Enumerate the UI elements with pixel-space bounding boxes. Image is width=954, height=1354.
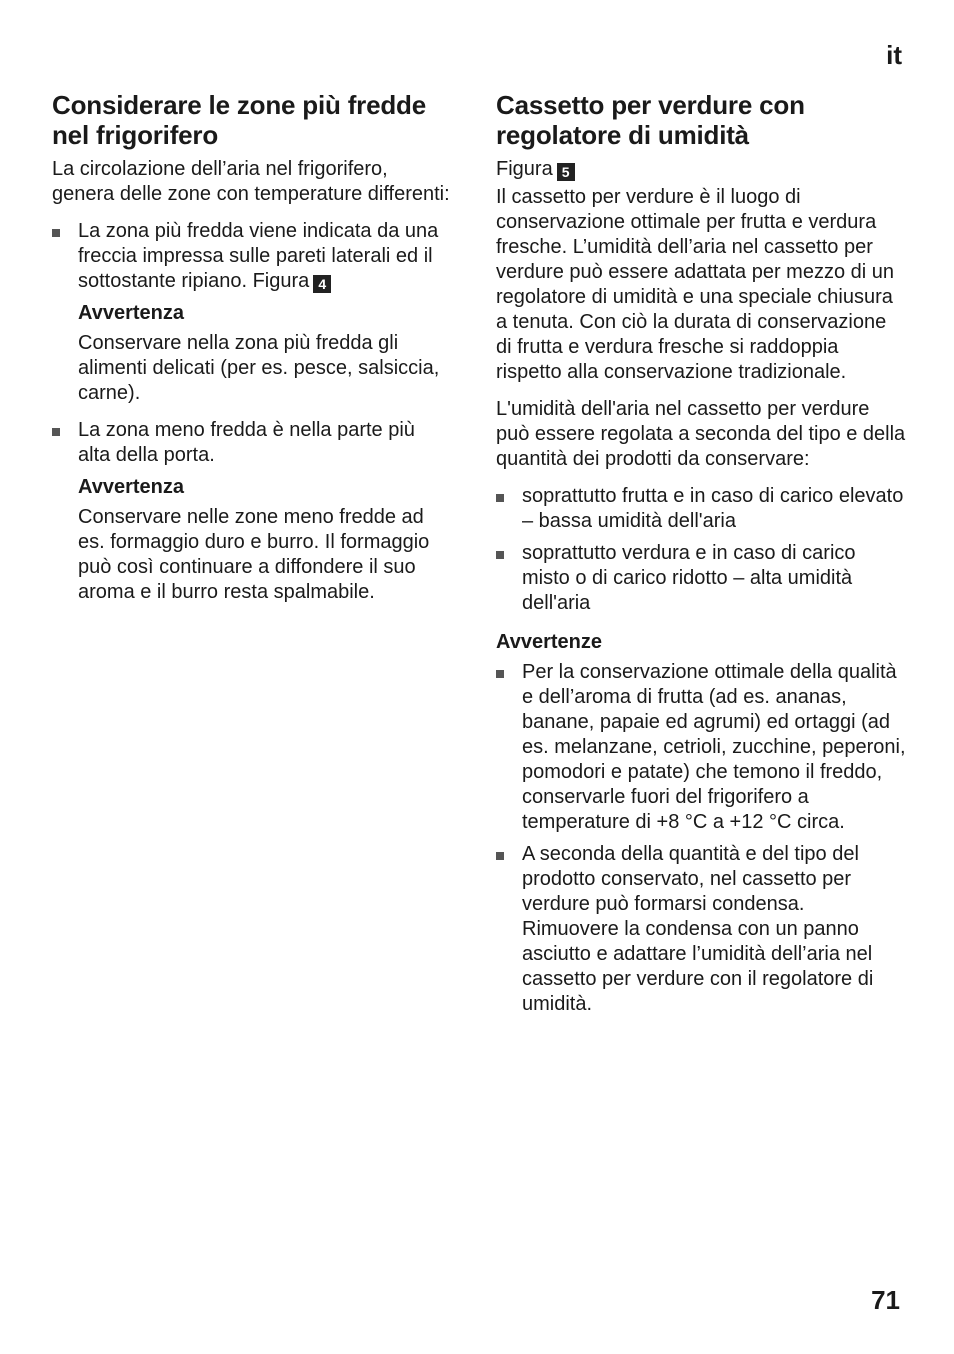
list-item-text: La zona più fredda viene indicata da una freccia impressa sulle pareti laterali ed il sottostante ripiano.: [78, 220, 439, 292]
notes-title: Avvertenze: [496, 631, 602, 653]
language-label: it: [886, 40, 902, 70]
square-bullet-icon: [496, 670, 504, 678]
figure-number-badge: 5: [557, 163, 575, 181]
square-bullet-icon: [52, 428, 60, 436]
cold-zones-list: [52, 219, 452, 294]
page-number: 71: [871, 1285, 900, 1315]
list-item: [496, 842, 906, 1017]
note-text: Conservare nella zona più fredda gli alimenti delicati (per es. pesce, salsiccia, carne).: [78, 332, 440, 404]
section-title-vegetable-drawer: Cassetto per verdure con regolatore di umidità: [496, 90, 805, 150]
cold-zones-list-2: [52, 418, 452, 468]
square-bullet-icon: [52, 229, 60, 237]
note-block: [52, 475, 452, 605]
list-item: [52, 418, 452, 468]
note-text: Conservare nelle zone meno fredde ad es. formaggio duro e burro. Il formaggio può così continuare a diffondere il suo aroma e il burro resta spalmabile.: [78, 506, 430, 603]
figure-number-badge: 4: [313, 275, 331, 293]
list-item: [496, 541, 906, 616]
list-item: [496, 660, 906, 835]
square-bullet-icon: [496, 494, 504, 502]
note-title: Avvertenza: [78, 476, 184, 498]
notes-list: [496, 660, 906, 1017]
note-title: Avvertenza: [78, 302, 184, 324]
list-item-text: A seconda della quantità e del tipo del prodotto conservato, nel cassetto per verdure può formarsi condensa. Rimuovere la condensa con un panno asciutto e adattare l’umidità dell’aria nel cassetto per verdure con il regolatore di umidità.: [522, 843, 874, 1015]
left-column: [52, 90, 452, 617]
list-item-text: Per la conservazione ottimale della qualità e dell’aroma di frutta (ad es. ananas, banane, papaie ed agrumi) ed ortaggi (ad es. melanzane, cetrioli, zucchine, peperoni, pomodori e patate) che temono il freddo, conservarle fuori del frigorifero a temperature di +8 °C a +12 °C circa.: [522, 661, 906, 833]
list-item-text: soprattutto frutta e in caso di carico elevato – bassa umidità dell'aria: [522, 485, 904, 532]
square-bullet-icon: [496, 551, 504, 559]
list-item: [52, 219, 452, 294]
note-block: [52, 301, 452, 406]
square-bullet-icon: [496, 852, 504, 860]
figure-reference: [496, 157, 906, 182]
paragraph: Il cassetto per verdure è il luogo di conservazione ottimale per frutta e verdura fresche. L’umidità dell’aria nel cassetto per verdure può essere adattata per mezzo di un regolatore di umidità e una speciale chiusura a tenuta. Con ciò la durata di conservazione di frutta e verdura fresche si raddoppia rispetto alla conservazione tradizionale.: [496, 186, 895, 383]
section-title-cold-zones: Considerare le zone più fredde nel frigorifero: [52, 90, 426, 150]
paragraph: L'umidità dell'aria nel cassetto per verdure può essere regolata a seconda del tipo e della quantità dei prodotti da conservare:: [496, 398, 906, 470]
list-item-text: La zona meno fredda è nella parte più alta della porta.: [78, 419, 415, 466]
right-column: [496, 90, 906, 1024]
list-item-text: soprattutto verdura e in caso di carico misto o di carico ridotto – alta umidità dell'aria: [522, 542, 856, 614]
figure-ref-label: Figura: [496, 158, 553, 180]
intro-paragraph: La circolazione dell’aria nel frigorifero, genera delle zone con temperature differenti:: [52, 158, 450, 205]
figure-ref-label: Figura: [252, 270, 310, 292]
list-item: [496, 484, 906, 534]
humidity-list: [496, 484, 906, 616]
